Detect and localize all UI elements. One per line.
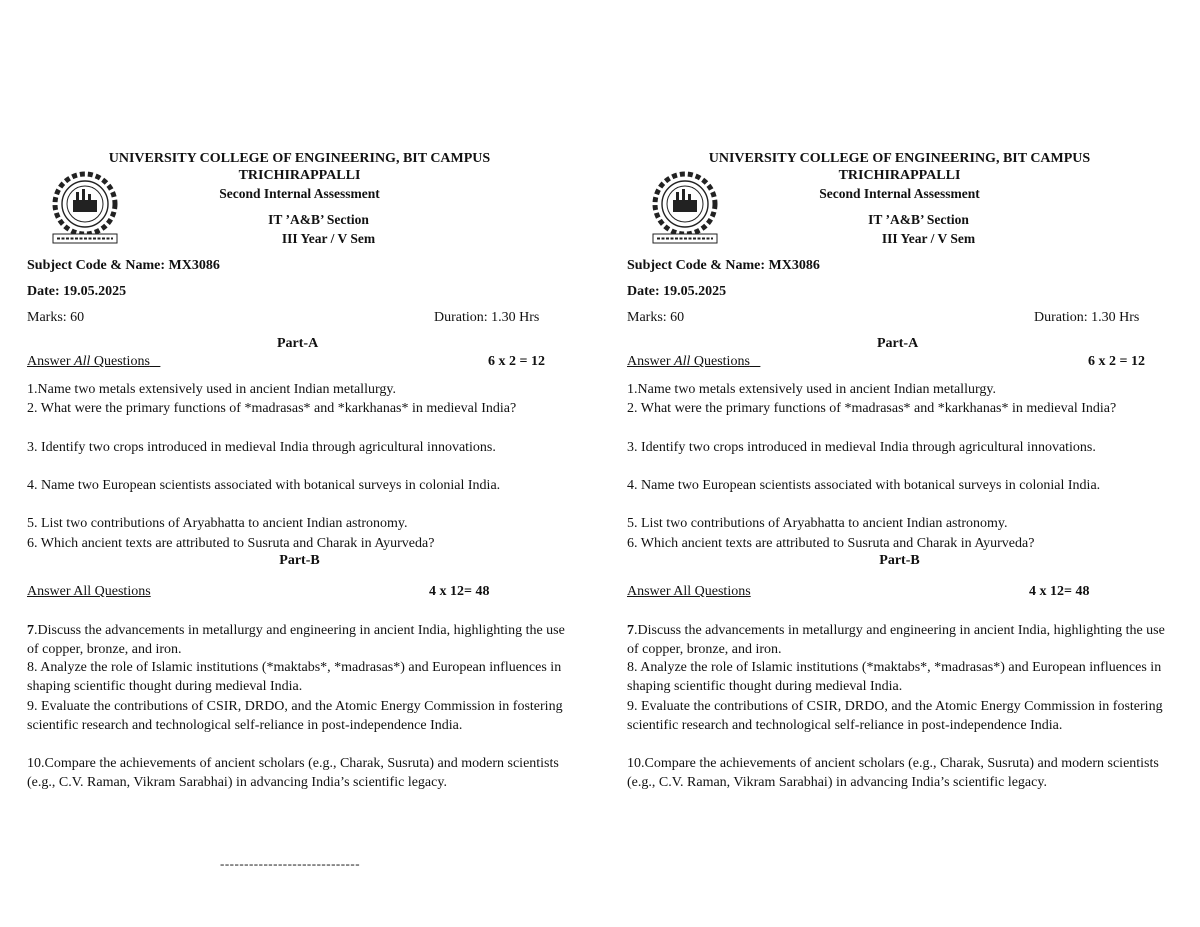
part-a-title: Part-A <box>877 336 919 351</box>
section-label: IT ’A&B’ Section <box>868 212 969 227</box>
part-a-score: 6 x 2 = 12 <box>488 354 545 369</box>
duration-line: Duration: 1.30 Hrs <box>434 310 540 325</box>
question-4: 4. Name two European scientists associated with botanical surveys in colonial India. <box>627 478 1101 493</box>
section-label: IT ’A&B’ Section <box>268 212 369 227</box>
question-1: 1.Name two metals extensively used in ancient Indian metallurgy. <box>27 382 396 397</box>
part-a-score: 6 x 2 = 12 <box>1088 354 1145 369</box>
question-4: 4. Name two European scientists associated with botanical surveys in colonial India. <box>27 478 501 493</box>
part-b-title: Part-B <box>879 553 920 568</box>
question-2: 2. What were the primary functions of *madrasas* and *karkhanas* in medieval India? <box>627 401 1117 416</box>
question-5: 5. List two contributions of Aryabhatta to ancient Indian astronomy. <box>627 516 1008 531</box>
part-b-instruction: Answer All Questions <box>27 584 151 599</box>
marks-line: Marks: 60 <box>627 310 685 325</box>
question-10: 10.Compare the achievements of ancient scholars (e.g., Charak, Susruta) and modern scientists (e.g., C.V. Raman, Vikram Sarabhai) in advancing India’s scientific legacy. <box>627 756 1159 791</box>
college-name: UNIVERSITY COLLEGE OF ENGINEERING, BIT CAMPUS <box>708 151 1091 166</box>
date-line: Date: 19.05.2025 <box>27 284 127 299</box>
part-a-instruction: Answer All Questions <box>27 354 150 369</box>
part-b-instruction: Answer All Questions <box>627 584 751 599</box>
question-2: 2. What were the primary functions of *madrasas* and *karkhanas* in medieval India? <box>27 401 517 416</box>
subject-line: Subject Code & Name: MX3086 <box>627 258 820 273</box>
question-8: 8. Analyze the role of Islamic institutions (*maktabs*, *madrasas*) and European influences in shaping scientific thought during medieval India. <box>627 660 1162 695</box>
question-8: 8. Analyze the role of Islamic institutions (*maktabs*, *madrasas*) and European influences in shaping scientific thought during medieval India. <box>27 660 562 695</box>
question-3: 3. Identify two crops introduced in medieval India through agricultural innovations. <box>27 440 496 455</box>
college-city: TRICHIRAPPALLI <box>838 168 961 183</box>
part-b-title: Part-B <box>279 553 320 568</box>
subject-line: Subject Code & Name: MX3086 <box>27 258 220 273</box>
question-5: 5. List two contributions of Aryabhatta to ancient Indian astronomy. <box>27 516 408 531</box>
question-6: 6. Which ancient texts are attributed to Susruta and Charak in Ayurveda? <box>627 536 1035 551</box>
question-10: 10.Compare the achievements of ancient scholars (e.g., Charak, Susruta) and modern scientists (e.g., C.V. Raman, Vikram Sarabhai) in advancing India’s scientific legacy. <box>27 756 559 791</box>
duration-line: Duration: 1.30 Hrs <box>1034 310 1140 325</box>
year-label: III Year / V Sem <box>881 231 976 246</box>
question-9: 9. Evaluate the contributions of CSIR, DRDO, and the Atomic Energy Commission in fostering scientific research and technological self-reliance in post-independence India. <box>627 699 1163 734</box>
part-b-score: 4 x 12= 48 <box>1029 584 1090 599</box>
college-name: UNIVERSITY COLLEGE OF ENGINEERING, BIT CAMPUS <box>108 151 491 166</box>
university-logo <box>47 170 123 246</box>
assessment-title: Second Internal Assessment <box>219 186 380 201</box>
part-a-instruction: Answer All Questions <box>627 354 750 369</box>
marks-line: Marks: 60 <box>27 310 85 325</box>
college-city: TRICHIRAPPALLI <box>238 168 361 183</box>
part-a-title: Part-A <box>277 336 319 351</box>
question-6: 6. Which ancient texts are attributed to Susruta and Charak in Ayurveda? <box>27 536 435 551</box>
question-9: 9. Evaluate the contributions of CSIR, DRDO, and the Atomic Energy Commission in fostering scientific research and technological self-reliance in post-independence India. <box>27 699 563 734</box>
date-line: Date: 19.05.2025 <box>627 284 727 299</box>
university-logo <box>647 170 723 246</box>
footer-divider: ----------------------------- <box>220 856 361 871</box>
question-1: 1.Name two metals extensively used in ancient Indian metallurgy. <box>627 382 996 397</box>
question-7: 7.Discuss the advancements in metallurgy and engineering in ancient India, highlighting the use of copper, bronze, and iron. <box>627 623 1165 658</box>
question-7: 7.Discuss the advancements in metallurgy and engineering in ancient India, highlighting the use of copper, bronze, and iron. <box>27 623 565 658</box>
question-3: 3. Identify two crops introduced in medieval India through agricultural innovations. <box>627 440 1096 455</box>
assessment-title: Second Internal Assessment <box>819 186 980 201</box>
part-b-score: 4 x 12= 48 <box>429 584 490 599</box>
year-label: III Year / V Sem <box>281 231 376 246</box>
